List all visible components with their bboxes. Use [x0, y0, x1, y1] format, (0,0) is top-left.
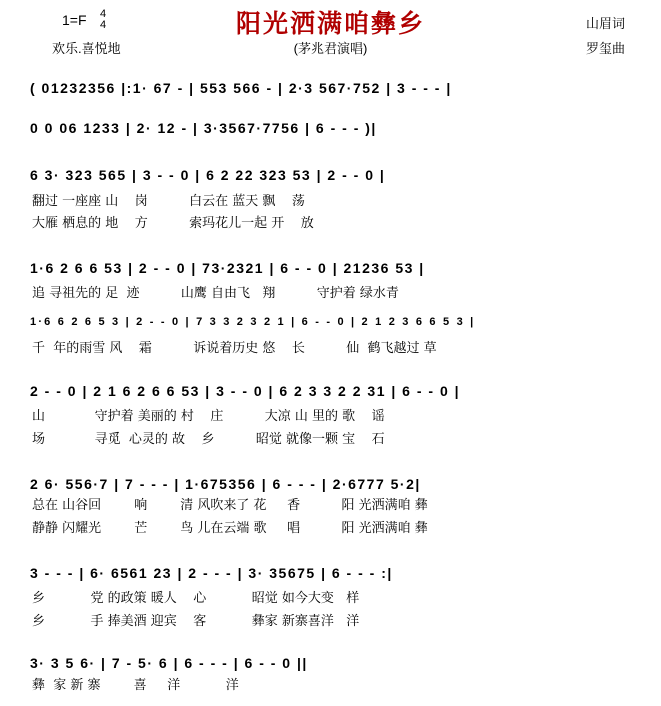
notation-line: 3 - - - | 6· 6561 23 | 2 - - - | 3· 35675 | 6 - - - :|: [30, 565, 393, 581]
song-title: 阳光洒满咱彝乡: [235, 9, 425, 38]
lyric-line: 乡 手 捧美酒 迎宾 客 彝家 新寨喜洋 洋: [32, 614, 360, 629]
watermark-cover: [547, 684, 657, 704]
notation-line: 2 6· 556·7 | 7 - - - | 1·675356 | 6 - - - | 2·6777 5·2|: [30, 476, 421, 492]
lyric-line: 场 寻觅 心灵的 故 乡 昭觉 就像一颗 宝 石: [32, 432, 385, 447]
notation-line: ( 01232356 |:1· 67 - | 553 566 - | 2·3 567·752 | 3 - - - |: [30, 80, 452, 96]
notation-line: 0 0 06 1233 | 2· 12 - | 3·3567·7756 | 6 - - - )|: [30, 120, 377, 136]
notation-line: 1·6 2 6 6 53 | 2 - - 0 | 73·2321 | 6 - - 0 | 21236 53 |: [30, 260, 425, 276]
composer-credit: 罗玺曲: [586, 41, 626, 56]
lyric-line: 静静 闪耀光 芒 鸟 儿在云端 歌 唱 阳 光洒满咱 彝: [32, 521, 428, 536]
lyric-line: 追 寻祖先的 足 迹 山鹰 自由飞 翔 守护着 绿水青: [32, 286, 399, 301]
notation-line: 2 - - 0 | 2 1 6 2 6 6 53 | 3 - - 0 | 6 2 3 3 2 2 31 | 6 - - 0 |: [30, 383, 461, 399]
lyric-line: 彝 家 新 寨 喜 洋 洋: [32, 678, 239, 693]
key-label: 1=F: [62, 12, 87, 28]
notation-line: 3· 3 5 6· | 7 - 5· 6 | 6 - - - | 6 - - 0 ||: [30, 655, 308, 671]
lyricist-credit: 山眉词: [586, 16, 626, 31]
lyric-line: 总在 山谷回 响 清 风吹来了 花 香 阳 光洒满咱 彝: [32, 498, 428, 513]
lyric-line: 千 年的雨雪 风 霜 诉说着历史 悠 长 仙 鹤飞越过 草: [32, 341, 437, 356]
mood-marking: 欢乐.喜悦地: [52, 41, 121, 56]
time-signature: [100, 9, 106, 31]
lyric-line: 翻过 一座座 山 岗 白云在 蓝天 飘 荡: [32, 194, 305, 209]
singer-credit: (茅兆君演唱): [293, 41, 368, 56]
key-signature: [62, 8, 107, 31]
lyric-line: 大雁 栖息的 地 方 索玛花儿一起 开 放: [32, 216, 314, 231]
lyric-line: 乡 党 的政策 暖人 心 昭觉 如今大变 样: [32, 591, 360, 606]
time-top: 4: [100, 8, 107, 20]
time-bottom: 4: [100, 19, 107, 31]
notation-line: 6 3· 323 565 | 3 - - 0 | 6 2 22 323 53 | 2 - - 0 |: [30, 167, 386, 183]
notation-line: 1·6 6 2 6 5 3 | 2 - - 0 | 7 3 3 2 3 2 1 | 6 - - 0 | 2 1 2 3 6 6 5 3 |: [30, 316, 476, 328]
lyric-line: 山 守护着 美丽的 村 庄 大凉 山 里的 歌 谣: [32, 409, 385, 424]
